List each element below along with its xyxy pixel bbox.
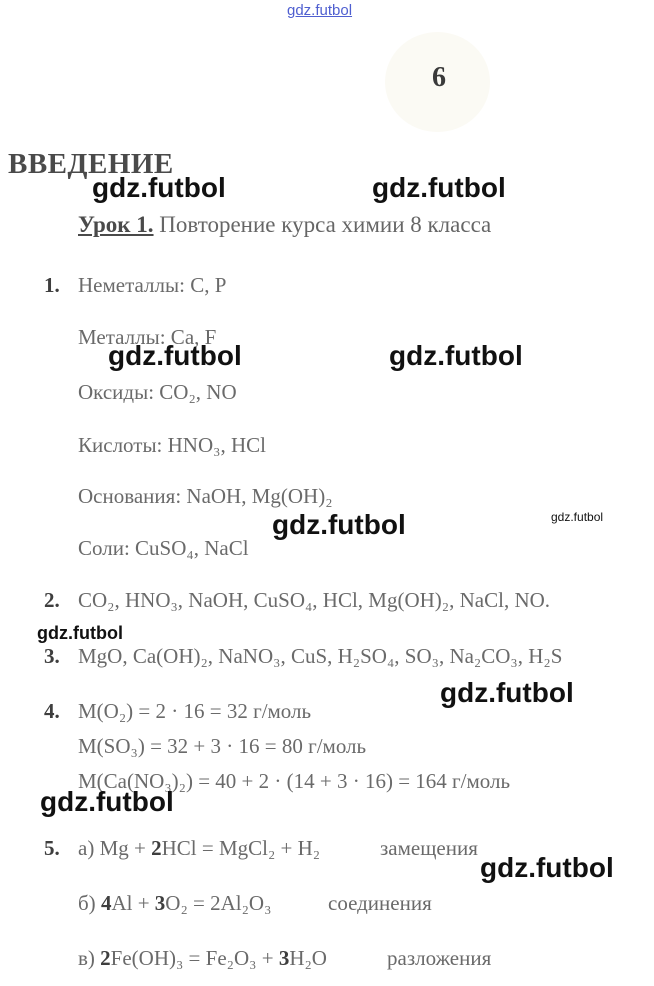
task-2-number: 2. — [44, 588, 60, 612]
task-4-number: 4. — [44, 699, 60, 723]
task-1-nonmetals: Неметаллы: С, Р — [78, 273, 227, 297]
watermark-medium: gdz.futbol — [37, 623, 123, 643]
task-2-text: CO₂, HNO₃, NaOH, CuSO₄, HCl, Mg(OH)₂, NaCl, NO. — [78, 588, 551, 612]
task-1-bases: Основания: NaOH, Mg(OH)₂ — [78, 484, 333, 508]
section-title: ВВЕДЕНИЕ — [8, 148, 174, 180]
task-4-line-1: M(O₂) = 2 · 16 = 32 г/моль — [78, 699, 312, 723]
watermark: gdz.futbol — [389, 340, 523, 371]
watermark: gdz.futbol — [440, 677, 574, 708]
watermark: gdz.futbol — [480, 852, 614, 883]
task-1-number: 1. — [44, 273, 60, 297]
watermark: gdz.futbol — [108, 340, 242, 371]
task-5-type-c: разложения — [387, 946, 492, 970]
task-3-number: 3. — [44, 644, 60, 668]
task-5-number: 5. — [44, 836, 60, 860]
lesson-title: Повторение курса химии 8 класса — [159, 212, 492, 237]
task-5-reaction-b: б) 4Al + 3O₂ = 2Al₂O₃ — [78, 891, 272, 915]
task-5-type-a: замещения — [380, 836, 478, 860]
page-number: 6 — [432, 62, 446, 93]
task-4-line-3: M(Ca(NO₃)₂) = 40 + 2 · (14 + 3 · 16) = 164 г/моль — [78, 769, 511, 793]
task-5-reaction-a: а) Mg + 2HCl = MgCl₂ + H₂ — [78, 836, 321, 860]
task-5-reaction-c: в) 2Fe(OH)₃ = Fe₂O₃ + 3H₂O — [78, 946, 327, 970]
watermark: gdz.futbol — [40, 786, 174, 817]
task-1-metals: Металлы: Ca, F — [78, 325, 217, 349]
lesson-label: Урок 1. — [78, 212, 154, 237]
task-1-acids: Кислоты: HNO₃, HCl — [78, 433, 266, 457]
watermark: gdz.futbol — [272, 509, 406, 540]
task-3-text: MgO, Ca(OH)₂, NaNO₃, CuS, H₂SO₄, SO₃, Na₂CO₃, H₂S — [78, 644, 563, 668]
watermark: gdz.futbol — [92, 172, 226, 203]
lesson-heading — [78, 212, 491, 238]
watermark-small: gdz.futbol — [551, 510, 604, 524]
top-watermark-link[interactable]: gdz.futbol — [287, 2, 353, 19]
task-1-salts: Соли: CuSO₄, NaCl — [78, 536, 249, 560]
watermark: gdz.futbol — [372, 172, 506, 203]
task-5-type-b: соединения — [328, 891, 432, 915]
task-4-line-2: M(SO₃) = 32 + 3 · 16 = 80 г/моль — [78, 734, 367, 758]
task-1-oxides: Оксиды: CO₂, NO — [78, 380, 237, 404]
